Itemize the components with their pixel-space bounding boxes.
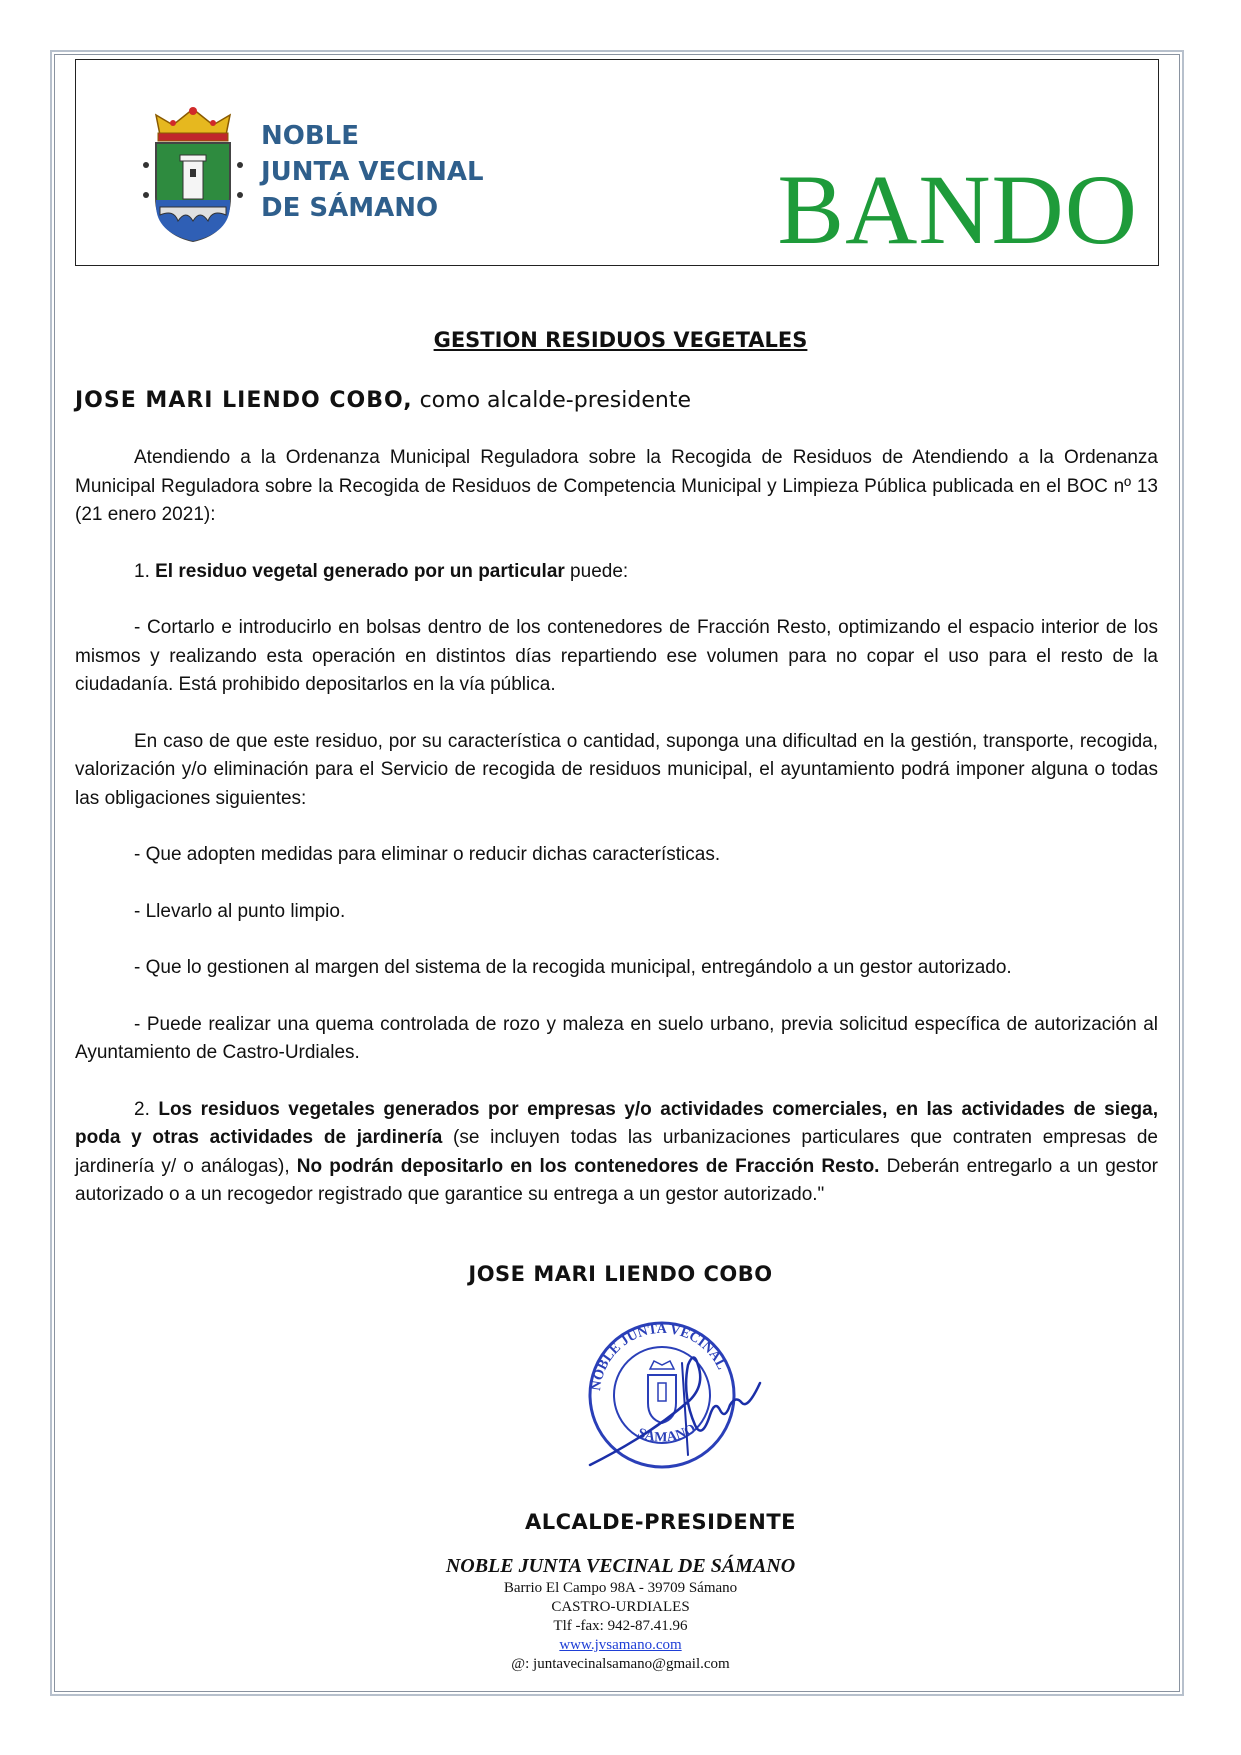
item-1-rest: puede: — [564, 560, 629, 582]
footer-org-name: NOBLE JUNTA VECINAL DE SÁMANO — [445, 1555, 796, 1577]
org-name-line-1: NOBLE — [261, 121, 360, 151]
author-role: como alcalde-presidente — [412, 388, 691, 413]
item-2 — [75, 1096, 1158, 1210]
signer-role: ALCALDE-PRESIDENTE — [524, 1510, 797, 1534]
footer-email: @: juntavecinalsamano@gmail.com — [511, 1656, 730, 1672]
footer-city: CASTRO-URDIALES — [551, 1599, 690, 1615]
item-2-end: Deberán entregarlo a un gestor autorizado o a un recogedor registrado que garantice su entrega a un gestor autorizado." — [75, 1155, 1158, 1205]
option-4: - Puede realizar una quema controlada de rozo y maleza en suelo urbano, previa solicitud específica de autorización al Ayuntamiento de Castro-Urdiales. — [75, 1013, 1158, 1063]
author-line — [75, 388, 691, 413]
seal-text-bottom: SÁMANO — [635, 1421, 699, 1446]
item-2-bold-2: No podrán depositarlo en los contenedores de Fracción Resto. — [296, 1155, 880, 1177]
option-2: - Llevarlo al punto limpio. — [134, 900, 346, 922]
org-name-line-3: DE SÁMANO — [261, 193, 439, 223]
org-name-line-2: JUNTA VECINAL — [261, 157, 484, 187]
footer-address: Barrio El Campo 98A - 39709 Sámano — [503, 1580, 738, 1596]
item-1 — [75, 558, 1158, 587]
author-name: JOSE MARI LIENDO COBO, — [75, 388, 413, 413]
item-2-mid: (se incluyen todas las urbanizaciones particulares que contraten empresas de jardinería y/ o análogas), — [75, 1127, 1158, 1177]
item-1-number: 1. — [134, 560, 156, 582]
footer-phone: Tlf -fax: 942-87.41.96 — [553, 1618, 688, 1634]
organization-name — [261, 118, 484, 226]
coat-of-arms-icon — [138, 105, 248, 245]
document-title: GESTION RESIDUOS VEGETALES — [433, 328, 808, 352]
option-3: - Que lo gestionen al margen del sistema de la recogida municipal, entregándolo a un gestor autorizado. — [134, 957, 1012, 978]
bando-banner: BANDO — [777, 154, 1138, 265]
bullet-paragraph: - Cortarlo e introducirlo en bolsas dentro de los contenedores de Fracción Resto, optimizando el espacio interior de los mismos y realizando esta operación en distintos días repartiendo ese volumen para no copar el uso para el resto de la ciudadanía. Está prohibido depositarlos en la vía pública. — [75, 617, 1158, 695]
case-paragraph: En caso de que este residuo, por su característica o cantidad, suponga una dificultad en la gestión, transporte, recogida, valorización y/o eliminación para el Servicio de recogida de residuos municipal, el ayuntamiento podrá imponer alguna o todas las obligaciones siguientes: — [75, 730, 1158, 809]
option-1: - Que adopten medidas para eliminar o reducir dichas características. — [134, 844, 721, 865]
seal-text-top: NOBLE JUNTA VECINAL — [589, 1321, 729, 1392]
signer-name: JOSE MARI LIENDO COBO — [468, 1262, 773, 1286]
footer-contact — [0, 1553, 1241, 1674]
item-2-number: 2. — [134, 1098, 159, 1120]
intro-paragraph: Atendiendo a la Ordenanza Municipal Reguladora sobre la Recogida de Residuos de Atendiendo a la Ordenanza Municipal Reguladora sobre la Recogida de Residuos de Competencia Municipal y Limpieza Pública publicada en el BOC nº 13 (21 enero 2021): — [75, 447, 1158, 525]
item-1-bold: El residuo vegetal generado por un particular — [155, 560, 565, 582]
official-seal-icon — [570, 1305, 780, 1485]
document-body — [75, 444, 1158, 1238]
item-2-bold-1: Los residuos vegetales generados por empresas y/o actividades comerciales, en las actividades de siega, poda y otras actividades de jardinería — [75, 1098, 1158, 1148]
footer-website-link[interactable]: www.jvsamano.com — [559, 1637, 682, 1653]
letterhead — [75, 59, 1159, 266]
